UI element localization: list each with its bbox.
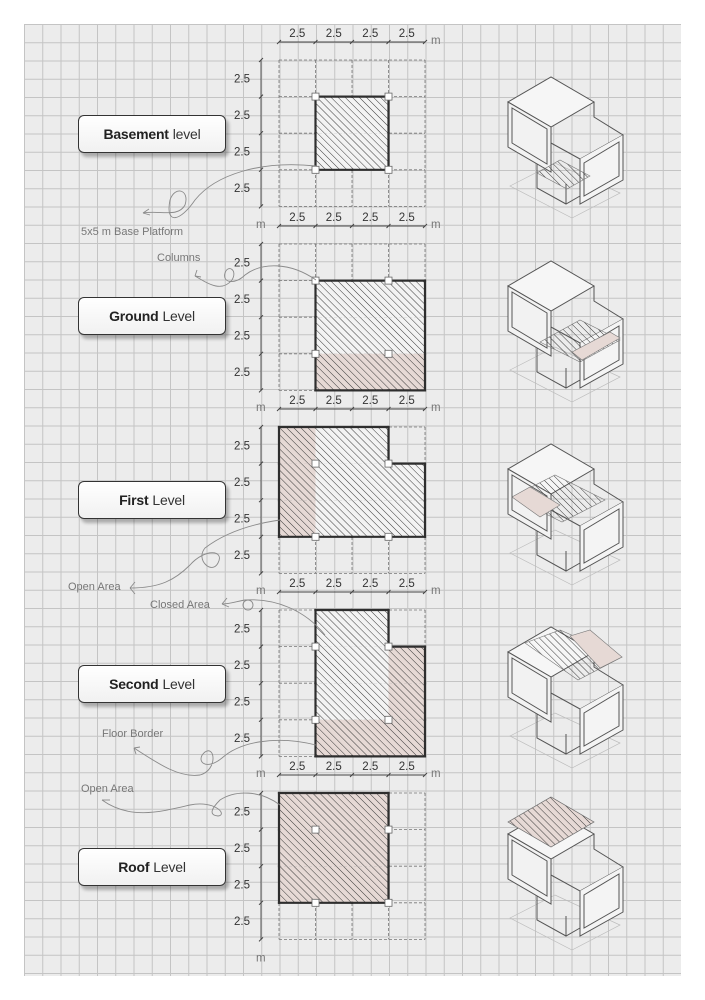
dimension-label: 2.5 [234,293,250,306]
dimension-label: 2.5 [362,761,379,773]
dimension-label: 2.5 [289,395,306,407]
dimension-label: 2.5 [362,212,379,224]
dimension-label: 2.5 [289,212,306,224]
column-marker [385,277,392,284]
unit-label: m [431,219,441,231]
dimension-label: 2.5 [289,578,306,590]
dimension-label: 2.5 [325,761,342,773]
dimension-label: 2.5 [234,696,250,709]
isometric-view-basement [508,77,623,218]
annotation-open-area-1: Open Area [68,581,121,593]
dimension-label: 2.5 [362,28,379,40]
dimension-label: 2.5 [234,146,250,159]
dimension-label: 2.5 [234,916,250,929]
level-name: Roof [118,859,150,875]
column-marker [312,899,319,906]
column-marker [312,643,319,650]
svg-text:m: m [256,952,266,965]
column-marker [385,826,392,833]
annotation-curve-base-platform [143,165,316,218]
dimension-label: 2.5 [325,28,342,40]
level-name: Ground [109,308,159,324]
column-marker [312,716,319,723]
annotation-loop-closed-area [243,600,253,610]
unit-label: m [256,219,266,231]
dimension-label: 2.5 [398,28,415,40]
plan-roof [234,761,441,964]
column-marker [385,460,392,467]
column-marker [312,826,319,833]
column-marker [385,93,392,100]
annotation-base-platform: 5x5 m Base Platform [81,226,184,238]
dimension-label: 2.5 [234,659,250,672]
dimension-label: 2.5 [325,212,342,224]
dimension-label: 2.5 [234,367,250,380]
plan-second [234,578,441,758]
dimension-label: 2.5 [325,578,342,590]
level-label-roof [78,848,226,886]
dimension-label: 2.5 [234,550,250,563]
level-suffix: Level [162,308,195,324]
dimension-label: 2.5 [398,395,415,407]
level-suffix: level [172,126,201,142]
annotation-floor-border: Floor Border [102,728,164,740]
dimension-label: 2.5 [234,330,250,343]
level-name: Basement [103,126,169,142]
dimension-label: 2.5 [234,842,250,855]
unit-label: m [431,768,441,780]
level-label-basement [78,115,226,153]
dimension-label: 2.5 [398,578,415,590]
dimension-label: 2.5 [398,212,415,224]
dimension-label: 2.5 [398,761,415,773]
annotation-curve-open-area-2 [102,793,280,819]
column-marker [385,716,392,723]
unit-label: m [431,35,441,47]
column-marker [385,643,392,650]
annotation-arrow-floor-border [134,747,140,754]
column-marker [312,166,319,173]
column-marker [312,93,319,100]
dimension-label: 2.5 [234,109,250,122]
level-suffix: Level [152,492,185,508]
column-marker [385,899,392,906]
plan-first [234,395,441,575]
dimension-label: 2.5 [234,733,250,746]
column-marker [312,460,319,467]
unit-label: m [256,402,266,414]
dimension-label: 2.5 [362,395,379,407]
unit-label: m [431,585,441,597]
dimension-label: 2.5 [234,806,250,819]
dimension-label: 2.5 [325,395,342,407]
annotation-curve-open-area-1 [130,520,280,588]
dimension-label: 2.5 [289,28,306,40]
unit-label: m [256,585,266,597]
annotation-columns: Columns [157,252,201,264]
level-suffix: Level [153,859,186,875]
unit-label: m [431,402,441,414]
level-name: First [119,492,149,508]
column-marker [385,533,392,540]
dimension-label: 2.5 [234,257,250,270]
annotation-open-area-2: Open Area [81,783,134,795]
dimension-label: 2.5 [234,183,250,196]
dimension-label: 2.5 [234,476,250,489]
plan-basement [234,28,441,208]
dimension-label: 2.5 [234,440,250,453]
level-label-first [78,481,226,519]
dimension-label: 2.5 [289,761,306,773]
level-name: Second [109,676,159,692]
annotation-arrow-columns [195,270,201,277]
column-marker [312,533,319,540]
dimension-label: 2.5 [362,578,379,590]
dimension-label: 2.5 [234,623,250,636]
dimension-label: 2.5 [234,513,250,526]
annotation-closed-area: Closed Area [150,599,210,611]
level-label-ground [78,297,226,335]
level-suffix: Level [162,676,195,692]
annotation-curve-columns [195,266,316,287]
column-marker [385,350,392,357]
unit-label: m [256,768,266,780]
plan-ground [234,212,441,392]
dimension-label: 2.5 [234,879,250,892]
level-label-second [78,665,226,703]
dimension-label: 2.5 [234,73,250,86]
column-marker [385,166,392,173]
column-marker [312,350,319,357]
annotation-arrow-closed-area [222,598,229,607]
